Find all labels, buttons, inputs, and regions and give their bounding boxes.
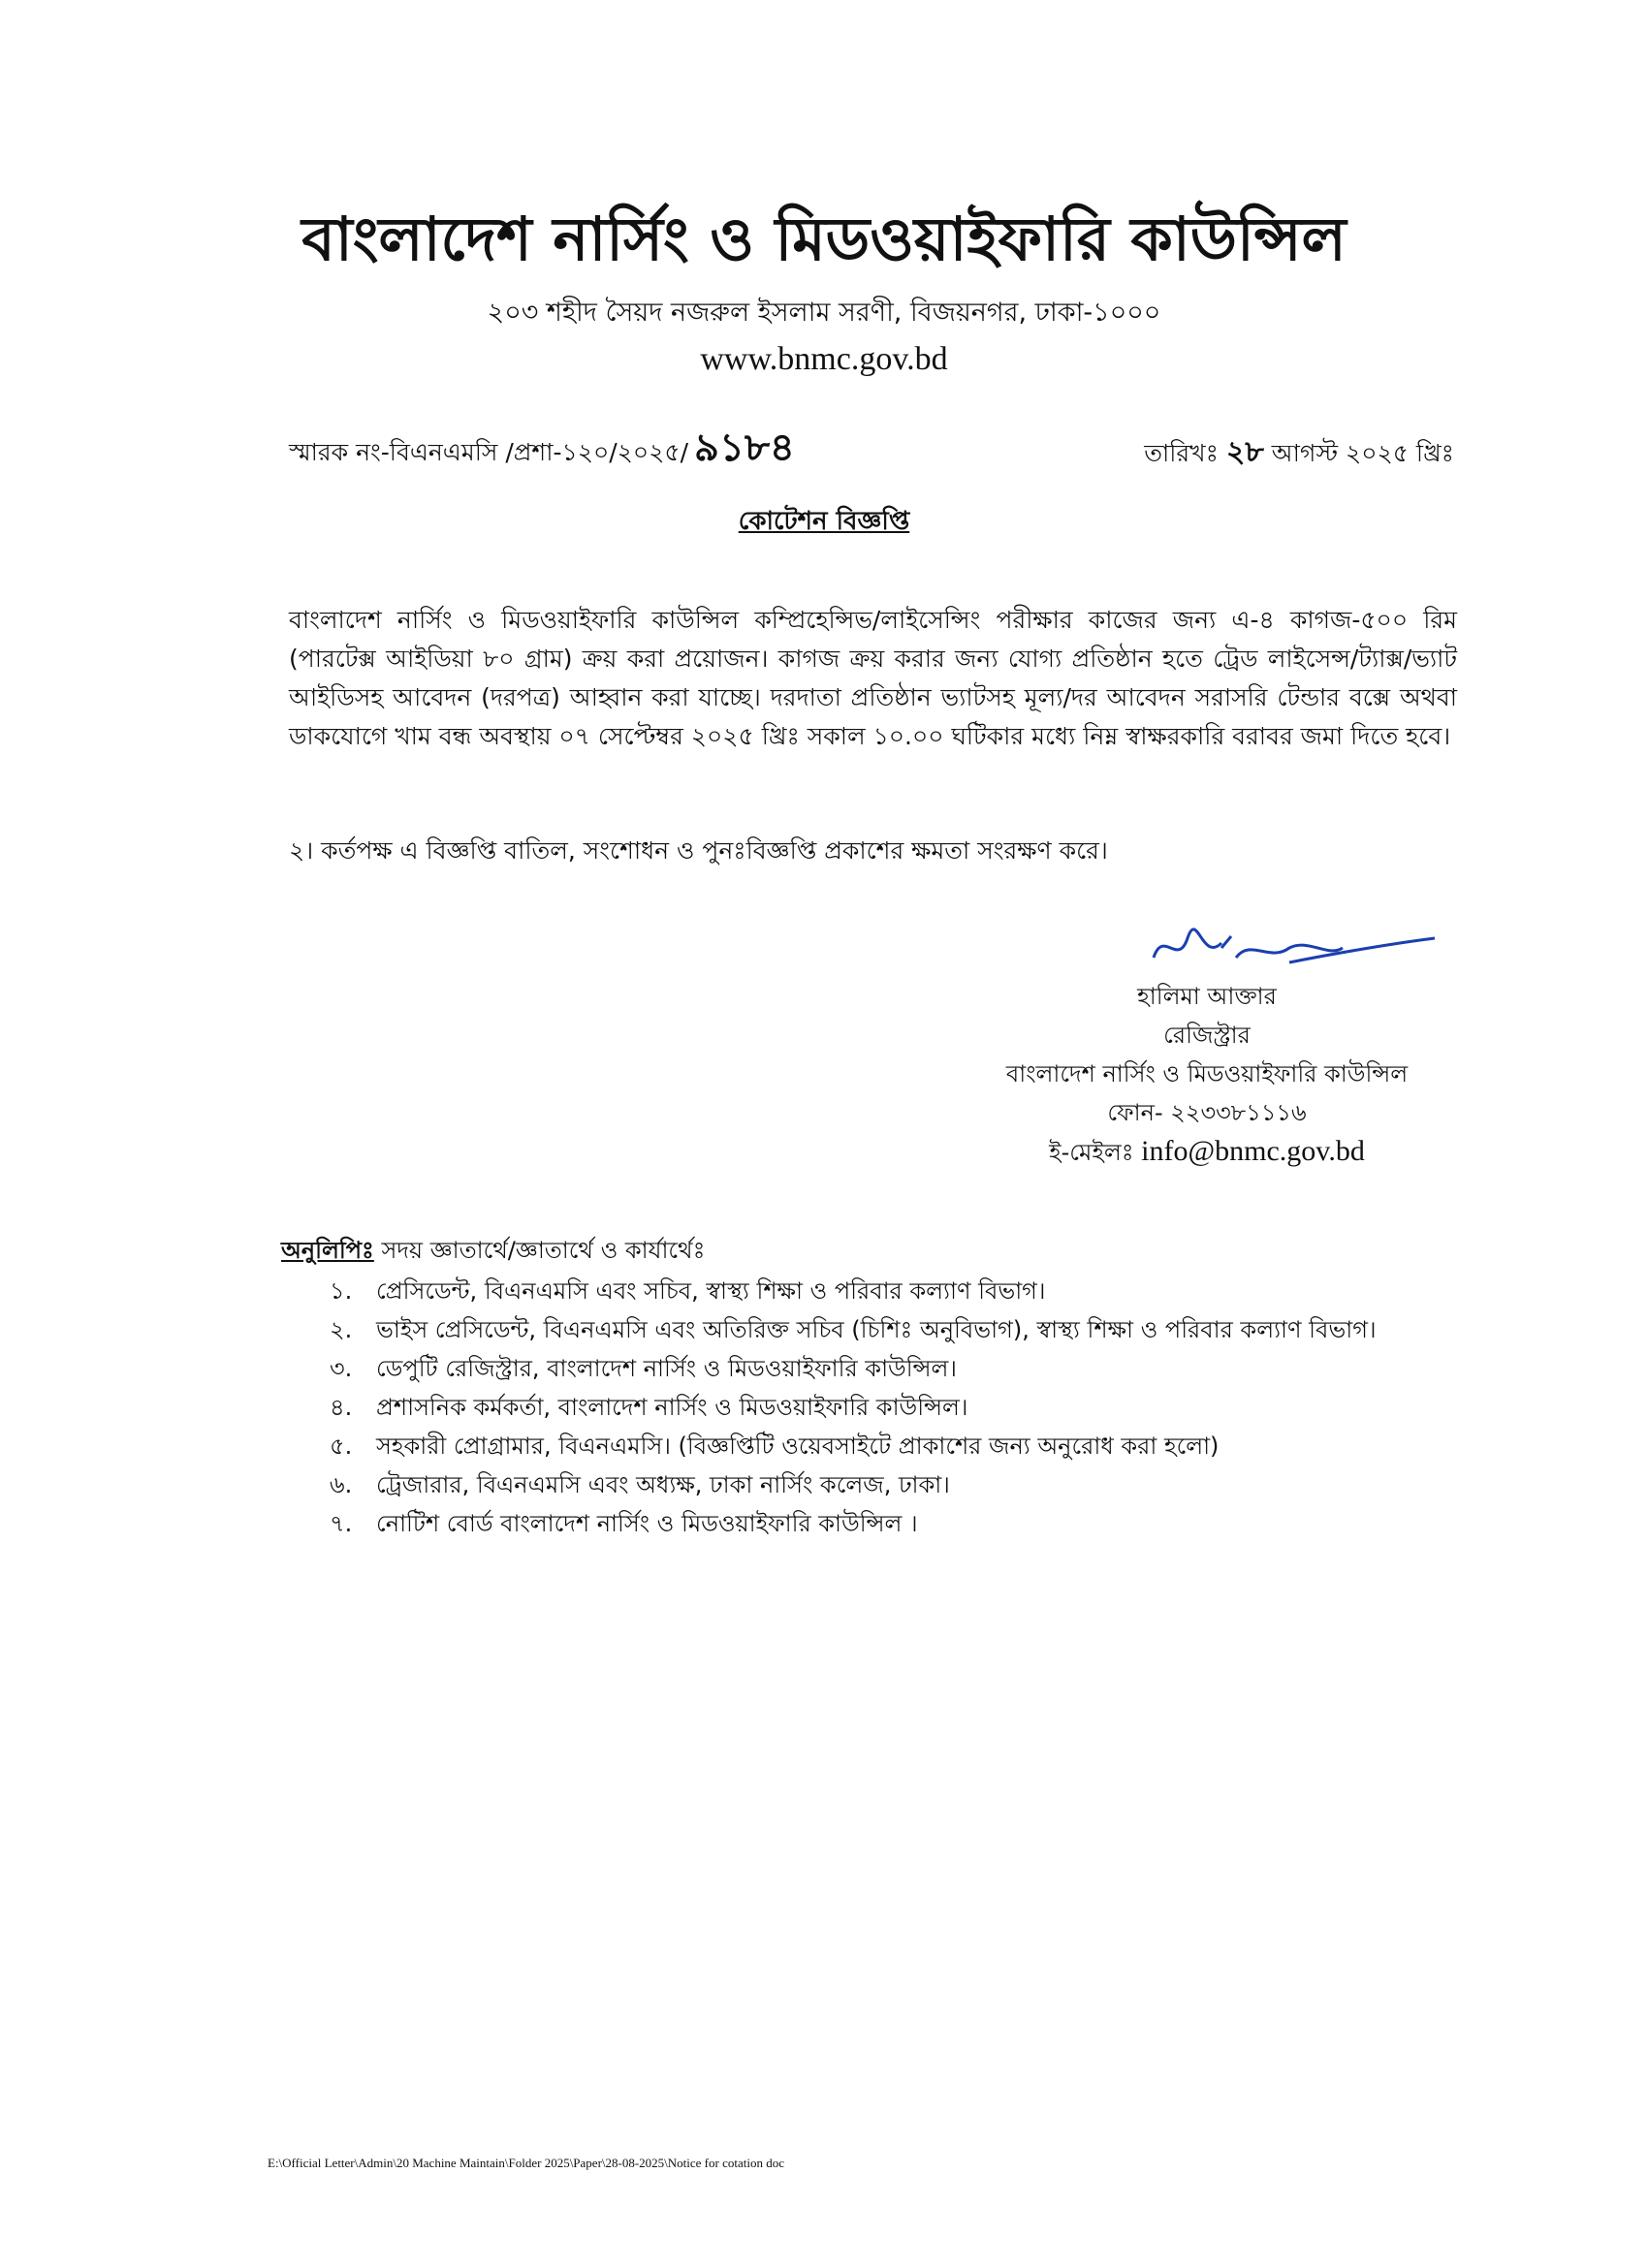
body-paragraph-2: ২। কর্তপক্ষ এ বিজ্ঞপ্তি বাতিল, সংশোধন ও পুনঃবিজ্ঞপ্তি প্রকাশের ক্ষমতা সংরক্ষণ করে। bbox=[289, 836, 1108, 865]
item-number: ৪. bbox=[330, 1394, 353, 1421]
item-number: ৫. bbox=[330, 1433, 353, 1460]
list-item bbox=[330, 1349, 1377, 1388]
signatory-email-line bbox=[969, 1132, 1444, 1172]
organization-website: www.bnmc.gov.bd bbox=[700, 341, 948, 377]
memo-date bbox=[1144, 428, 1454, 478]
item-text: প্রশাসনিক কর্মকর্তা, বাংলাদেশ নার্সিং ও মিডওয়াইফারি কাউন্সিল। bbox=[376, 1394, 968, 1421]
item-number: ৬. bbox=[330, 1471, 353, 1498]
signatory-block bbox=[969, 977, 1444, 1172]
memo-handwritten-number: ৯১৮৪ bbox=[694, 425, 795, 470]
item-number: ২. bbox=[330, 1316, 353, 1343]
list-item bbox=[330, 1504, 1377, 1543]
item-text: প্রেসিডেন্ট, বিএনএমসি এবং সচিব, স্বাস্থ্য শিক্ষা ও পরিবার কল্যাণ বিভাগ। bbox=[376, 1277, 1046, 1305]
copy-list bbox=[330, 1272, 1377, 1543]
notice-heading-text: কোটেশন বিজ্ঞপ্তি bbox=[738, 507, 910, 536]
item-text: ডেপুটি রেজিস্ট্রার, বাংলাদেশ নার্সিং ও মিডওয়াইফারি কাউন্সিল। bbox=[376, 1355, 957, 1382]
organization-title: বাংলাদেশ নার্সিং ও মিডওয়াইফারি কাউন্সিল bbox=[301, 204, 1347, 274]
list-item bbox=[330, 1272, 1377, 1310]
organization-address: ২০৩ শহীদ সৈয়দ নজরুল ইসলাম সরণী, বিজয়নগর, ঢাকা-১০০০ bbox=[487, 298, 1161, 328]
email-label: ই-মেইলঃ bbox=[1049, 1139, 1134, 1166]
signatory-organization: বাংলাদেশ নার্সিং ও মিডওয়াইফারি কাউন্সিল bbox=[1005, 1060, 1409, 1087]
signatory-designation: রেজিস্ট্রার bbox=[1163, 1022, 1251, 1049]
list-item bbox=[330, 1388, 1377, 1427]
list-item bbox=[330, 1465, 1377, 1504]
item-number: ৭. bbox=[330, 1510, 353, 1537]
copy-label: অনুলিপিঃ bbox=[281, 1237, 374, 1264]
list-item bbox=[330, 1427, 1377, 1465]
copy-intro: সদয় জ্ঞাতার্থে/জ্ঞাতার্থে ও কার্যার্থেঃ bbox=[381, 1237, 706, 1264]
file-path-footer: E:\Official Letter\Admin\20 Machine Maintain\Folder 2025\Paper\28-08-2025\Notice for cotation doc bbox=[268, 2156, 784, 2170]
copy-to-header bbox=[281, 1233, 705, 1272]
date-label: তারিখঃ bbox=[1144, 439, 1219, 467]
date-day: ২৮ bbox=[1225, 435, 1264, 469]
item-number: ১. bbox=[330, 1277, 353, 1305]
item-number: ৩. bbox=[330, 1355, 353, 1382]
notice-heading bbox=[0, 501, 1648, 544]
signatory-phone: ফোন- ২২৩৩৮১১১৬ bbox=[1107, 1099, 1307, 1126]
item-text: ট্রেজারার, বিএনএমসি এবং অধ্যক্ষ, ঢাকা নার্সিং কলেজ, ঢাকা। bbox=[376, 1471, 950, 1498]
memo-ref-text: স্মারক নং-বিএনএমসি /প্রশা-১২০/২০২৫/ bbox=[289, 438, 689, 466]
body-paragraph-1: বাংলাদেশ নার্সিং ও মিডওয়াইফারি কাউন্সিল কম্প্রিহেন্সিভ/লাইসেন্সিং পরীক্ষার কাজের জন্য এ-৪ কাগজ-৫০০ রিম (পারটেক্স আইডিয়া ৮০ গ্রাম) ক্রয় করা প্রয়োজন। কাগজ ক্রয় করার জন্য যোগ্য প্রতিষ্ঠান হতে ট্রেড লাইসেন্স/ট্যাক্স/ভ্যাট আইডিসহ আবেদন (দরপত্র) আহ্বান করা যাচ্ছে। দরদাতা প্রতিষ্ঠান ভ্যাটসহ মূল্য/দর আবেদন সরাসরি টেন্ডার বক্সে অথবা ডাকযোগে খাম বন্ধ অবস্থায় ০৭ সেপ্টেম্বর ২০২৫ খ্রিঃ সকাল ১০.০০ ঘটিকার মধ্যে নিম্ন স্বাক্ষরকারি বরাবর জমা দিতে হবে। bbox=[289, 606, 1457, 750]
item-text: সহকারী প্রোগ্রামার, বিএনএমসি। (বিজ্ঞপ্তিটি ওয়েবসাইটে প্রাকাশের জন্য অনুরোধ করা হলো) bbox=[376, 1433, 1220, 1460]
item-text: নোটিশ বোর্ড বাংলাদেশ নার্সিং ও মিডওয়াইফারি কাউন্সিল । bbox=[376, 1510, 918, 1537]
list-item bbox=[330, 1310, 1377, 1349]
item-text: ভাইস প্রেসিডেন্ট, বিএনএমসি এবং অতিরিক্ত সচিব (চিশিঃ অনুবিভাগ), স্বাস্থ্য শিক্ষা ও পরিবার কল্যাণ বিভাগ। bbox=[376, 1316, 1377, 1343]
date-rest: আগস্ট ২০২৫ খ্রিঃ bbox=[1271, 439, 1454, 467]
signatory-name: হালিমা আক্তার bbox=[1137, 983, 1277, 1010]
memo-reference bbox=[289, 417, 795, 482]
email-address[interactable]: info@bnmc.gov.bd bbox=[1141, 1135, 1365, 1167]
